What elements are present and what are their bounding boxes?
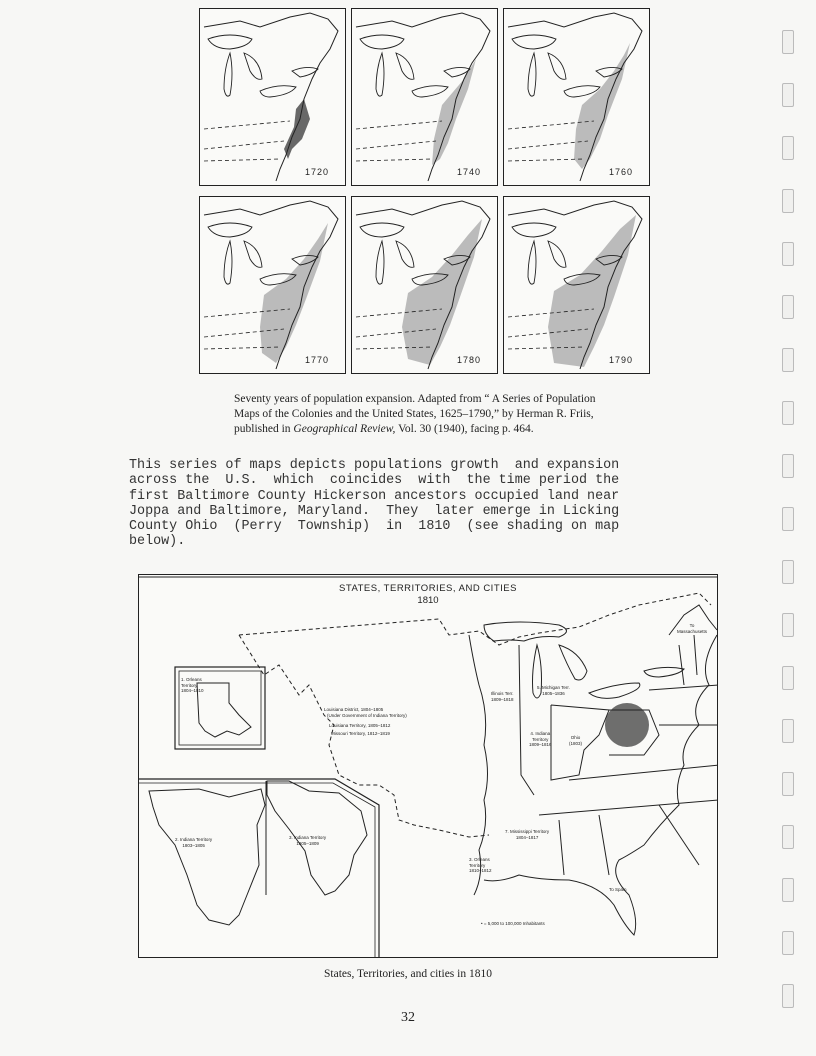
map-year-label: 1740 bbox=[456, 167, 481, 177]
binder-tab bbox=[782, 189, 794, 213]
label-to-spain: To Spain bbox=[609, 887, 627, 892]
map-year-label: 1770 bbox=[304, 355, 329, 365]
population-map-grid bbox=[199, 8, 657, 388]
lake bbox=[548, 241, 566, 267]
lake bbox=[396, 241, 414, 267]
big-map-caption: States, Territories, and cities in 1810 bbox=[324, 968, 492, 980]
caption-line-1: Seventy years of population expansion. Adapted from “ A Series of Population bbox=[234, 393, 596, 405]
lake bbox=[376, 241, 384, 284]
lake bbox=[208, 223, 252, 237]
caption-line-3 bbox=[234, 422, 664, 437]
binder-tab bbox=[782, 507, 794, 531]
binder-tab bbox=[782, 83, 794, 107]
lake bbox=[528, 241, 536, 284]
map-drawing bbox=[139, 575, 717, 957]
label-orleans-territory: 3. Orleans Territory 1810–1812 bbox=[469, 857, 492, 873]
lake bbox=[244, 53, 262, 79]
lake bbox=[244, 241, 262, 267]
lake bbox=[224, 53, 232, 96]
binder-tab bbox=[782, 984, 794, 1008]
binder-tabs bbox=[782, 30, 794, 1040]
lake bbox=[548, 53, 566, 79]
caption-text: published in bbox=[234, 423, 294, 435]
boundary bbox=[356, 121, 442, 129]
label-ohio: Ohio (1803) bbox=[569, 735, 583, 746]
binder-tab bbox=[782, 666, 794, 690]
binder-tab bbox=[782, 242, 794, 266]
binder-tab bbox=[782, 30, 794, 54]
lake bbox=[260, 86, 296, 97]
binder-tab bbox=[782, 348, 794, 372]
map-1760 bbox=[503, 8, 650, 186]
binder-tab bbox=[782, 719, 794, 743]
label-louisiana-district-sub: (Under Government of Indiana Territory) bbox=[327, 713, 407, 718]
label-mississippi-territory: 7. Mississippi Territory 1804–1817 bbox=[505, 829, 550, 840]
page-number: 32 bbox=[401, 1010, 415, 1025]
label-louisiana-territory: Louisiana Territory, 1805–1812 bbox=[329, 723, 391, 728]
map-year-label: 1720 bbox=[304, 167, 329, 177]
binder-tab bbox=[782, 878, 794, 902]
lake bbox=[512, 35, 556, 49]
journal-title: Geographical Review, bbox=[293, 423, 396, 435]
population-shading bbox=[548, 215, 636, 367]
lake bbox=[224, 241, 232, 284]
lake bbox=[360, 35, 404, 49]
map-legend: • = 5,000 to 100,000 Inhabitants bbox=[481, 921, 545, 926]
map-1770 bbox=[199, 196, 346, 374]
boundary bbox=[356, 159, 432, 161]
map-year-label: 1790 bbox=[608, 355, 633, 365]
caption-line-2: Maps of the Colonies and the United States, 1625–1790,” by Herman R. Friis, bbox=[234, 408, 594, 420]
lake bbox=[512, 223, 556, 237]
lake bbox=[396, 53, 414, 79]
caption-text: Vol. 30 (1940), facing p. 464. bbox=[395, 423, 534, 435]
label-indiana-inset-1: 2. Indiana Territory 1803–1805 bbox=[175, 837, 213, 848]
lake bbox=[360, 223, 404, 237]
binder-tab bbox=[782, 295, 794, 319]
binder-tab bbox=[782, 454, 794, 478]
label-michigan-territory: 5. Michigan Terr. 1805–1836 bbox=[537, 685, 570, 696]
label-orleans-inset: 1. Orleans Territory 1804–1810 bbox=[181, 677, 204, 693]
lake bbox=[376, 53, 384, 96]
map-year-label: 1760 bbox=[608, 167, 633, 177]
lake bbox=[412, 86, 448, 97]
population-shading bbox=[574, 43, 630, 169]
body-paragraph: This series of maps depicts populations growth and expansion across the U.S. which coincides with the time period the first Baltimore County Hickerson ancestors occupied land near Joppa and Baltimore, Maryland. They later emerge in Licking County Ohio (Perry Township) in 1810 (see shading on map below). bbox=[129, 458, 620, 550]
map-grid-caption bbox=[234, 392, 664, 437]
label-illinois-territory: Illinois Terr. 1809–1818 bbox=[491, 691, 514, 702]
boundary bbox=[204, 159, 280, 161]
population-shading bbox=[432, 59, 476, 165]
label-indiana-inset-2: 3. Indiana Territory 1805–1809 bbox=[289, 835, 327, 846]
binder-tab bbox=[782, 136, 794, 160]
map-1790 bbox=[503, 196, 650, 374]
map-1780 bbox=[351, 196, 498, 374]
population-shading bbox=[402, 219, 482, 365]
binder-tab bbox=[782, 772, 794, 796]
boundary bbox=[204, 121, 290, 129]
boundary bbox=[508, 159, 584, 161]
big-map-title: STATES, TERRITORIES, AND CITIES bbox=[339, 583, 517, 594]
big-map-year: 1810 bbox=[417, 595, 439, 606]
label-to-massachusetts: To Massachusetts bbox=[677, 623, 708, 634]
binder-tab bbox=[782, 613, 794, 637]
binder-tab bbox=[782, 401, 794, 425]
binder-tab bbox=[782, 931, 794, 955]
binder-tab bbox=[782, 825, 794, 849]
map-1720 bbox=[199, 8, 346, 186]
boundary bbox=[204, 141, 284, 149]
lake bbox=[208, 35, 252, 49]
map-year-label: 1780 bbox=[456, 355, 481, 365]
label-missouri-territory: Missouri Territory, 1812–1819 bbox=[331, 731, 390, 736]
lake bbox=[528, 53, 536, 96]
label-indiana-territory: 4. Indiana Territory 1809–1816 bbox=[529, 731, 552, 747]
states-territories-map-1810 bbox=[138, 574, 718, 958]
binder-tab bbox=[782, 560, 794, 584]
population-shading bbox=[260, 223, 328, 363]
map-1740 bbox=[351, 8, 498, 186]
boundary bbox=[356, 141, 436, 149]
label-louisiana-district: Louisiana District, 1804–1805 bbox=[324, 707, 384, 712]
